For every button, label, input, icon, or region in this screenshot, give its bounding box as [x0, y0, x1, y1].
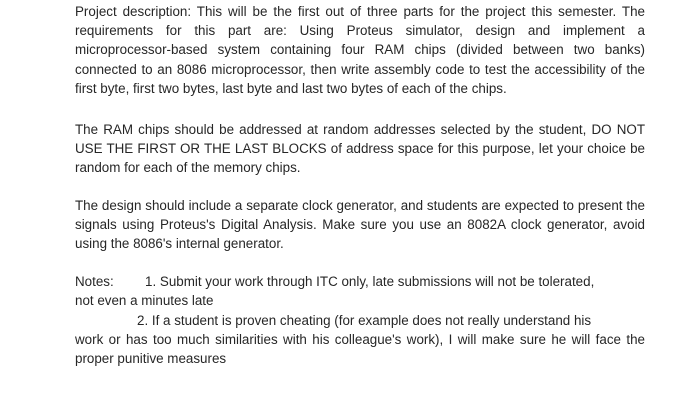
- notes-label: Notes:: [75, 274, 114, 289]
- ram-addressing-paragraph: The RAM chips should be addressed at random addresses selected by the student, DO NOT USE THE FIRST OR THE LAST BLOCKS of address space for this purpose, let your choice be random for each of the memory chips.: [75, 122, 645, 176]
- clock-generator-paragraph: The design should include a separate clock generator, and students are expected to present the signals using Proteus's Digital Analysis. Make sure you use an 8082A clock generator, avoid using the 8086's internal generator.: [75, 198, 645, 252]
- note-1-continuation: not even a minutes late: [75, 293, 214, 308]
- note-1-first-line: 1. Submit your work through ITC only, late submissions will not be tolerated,: [145, 274, 595, 289]
- note-2-continuation: work or has too much similarities with his colleague's work), I will make sure he will face the proper punitive measures: [75, 332, 645, 367]
- note-2-first-line: 2. If a student is proven cheating (for example does not really understand his: [137, 313, 592, 328]
- project-description-paragraph: Project description: This will be the first out of three parts for the project this semester. The requirements for this part are: Using Proteus simulator, design and implement a microprocessor-based system containing four RAM chips (divided between two banks) connected to an 8086 microprocessor, then write assembly code to test the accessibility of the first byte, first two bytes, last byte and last two bytes of each of the chips.: [75, 4, 645, 96]
